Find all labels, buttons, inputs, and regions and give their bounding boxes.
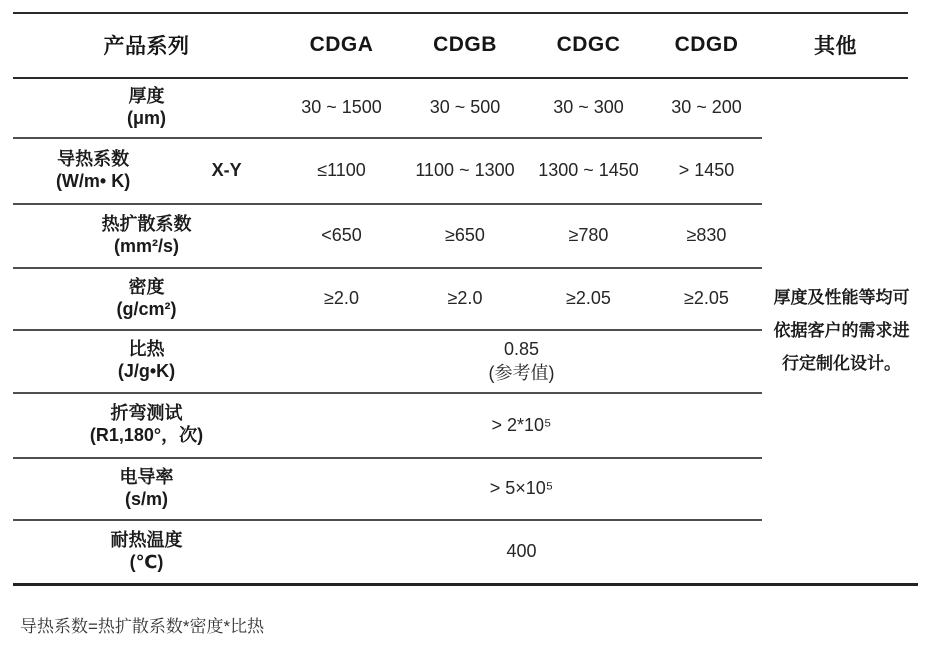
table-row-thermal-diffusivity [13, 204, 763, 267]
row-label-name: 电导率 [119, 466, 174, 487]
table-row-heat-resistance [13, 520, 763, 583]
cell-value: 30 ~ 300 [553, 97, 624, 117]
row-label [13, 403, 280, 446]
row-label-name [13, 149, 173, 192]
row-label [13, 467, 280, 510]
row-label-unit: (W/m• K) [55, 170, 131, 191]
row-label-unit: (μm) [126, 107, 166, 128]
table-row-bending-test [13, 393, 763, 457]
row-label-unit: (R1,180°，次) [89, 425, 204, 445]
customization-note-line2: 依据客户的需求进 [773, 321, 910, 340]
row-label [13, 214, 280, 257]
customization-note-line3: 行定制化设计。 [782, 354, 901, 373]
header-product-series: 产品系列 [103, 34, 190, 58]
row-label-name: 比热 [128, 339, 165, 360]
cell-value: 30 ~ 200 [671, 97, 742, 117]
cell-value: ≥2.0 [324, 288, 359, 308]
cell-span-value [280, 337, 763, 386]
row-label [13, 530, 280, 573]
table-row-thickness [13, 78, 763, 137]
header-col-other: 其他 [814, 34, 857, 58]
cell-value: 30 ~ 500 [429, 97, 501, 117]
cell-span-value: > 2*10⁵ [491, 414, 552, 435]
row-label-unit: (℃) [129, 551, 164, 572]
span-value-line1: 0.85 [503, 338, 540, 359]
customization-note-line1: 厚度及性能等均可 [773, 288, 910, 307]
header-col-cdgc: CDGC [556, 32, 621, 56]
cell-span-value: 400 [506, 541, 537, 561]
customization-note [763, 78, 920, 583]
header-col-cdga: CDGA [309, 32, 374, 56]
table-row-thermal-conductivity [13, 138, 763, 203]
row-label-name: 密度 [128, 276, 165, 297]
cell-value: ≤1100 [317, 160, 366, 180]
cell-value: 30 ~ 1500 [301, 97, 382, 117]
row-label [13, 86, 280, 129]
cell-value: ≥650 [445, 225, 485, 245]
row-label-name: 热扩散系数 [101, 213, 192, 234]
header-col-cdgb: CDGB [433, 32, 497, 56]
row-label-name: 耐热温度 [110, 529, 183, 550]
table-row-density [13, 268, 763, 329]
cell-span-value: > 5×10⁵ [489, 478, 554, 498]
cell-value: ≥2.05 [566, 288, 611, 308]
row-label [13, 339, 280, 382]
cell-value: ≥2.05 [684, 288, 729, 308]
row-label [13, 149, 280, 192]
table-row-specific-heat [13, 330, 763, 392]
cell-value: ≥830 [686, 225, 727, 245]
row-label-unit: (mm²/s) [113, 235, 179, 256]
span-value-line2: (参考值) [488, 363, 555, 383]
cell-value: ≥780 [568, 225, 609, 245]
table-row-electrical-conductivity [13, 458, 763, 519]
row-label-unit: (g/cm²) [116, 298, 177, 319]
cell-value: ≥2.0 [447, 288, 483, 308]
table-bottom-border [13, 583, 918, 586]
row-label-unit: (J/g•K) [117, 361, 176, 381]
header-col-cdgd: CDGD [674, 32, 739, 56]
cell-value: > 1450 [678, 160, 735, 180]
row-sublabel-xy: X-Y [211, 160, 242, 180]
row-label [13, 277, 280, 320]
row-label-name: 厚度 [128, 85, 165, 106]
formula-footnote: 导热系数=热扩散系数*密度*比热 [20, 617, 265, 636]
row-label-text: 导热系数 [57, 148, 130, 169]
row-label-name: 折弯测试 [110, 403, 183, 424]
cell-value: 1300 ~ 1450 [538, 160, 639, 180]
cell-value: <650 [321, 225, 362, 245]
row-label-unit: (s/m) [124, 488, 168, 509]
table-header-row [13, 12, 908, 77]
cell-value: 1100 ~ 1300 [415, 160, 515, 180]
